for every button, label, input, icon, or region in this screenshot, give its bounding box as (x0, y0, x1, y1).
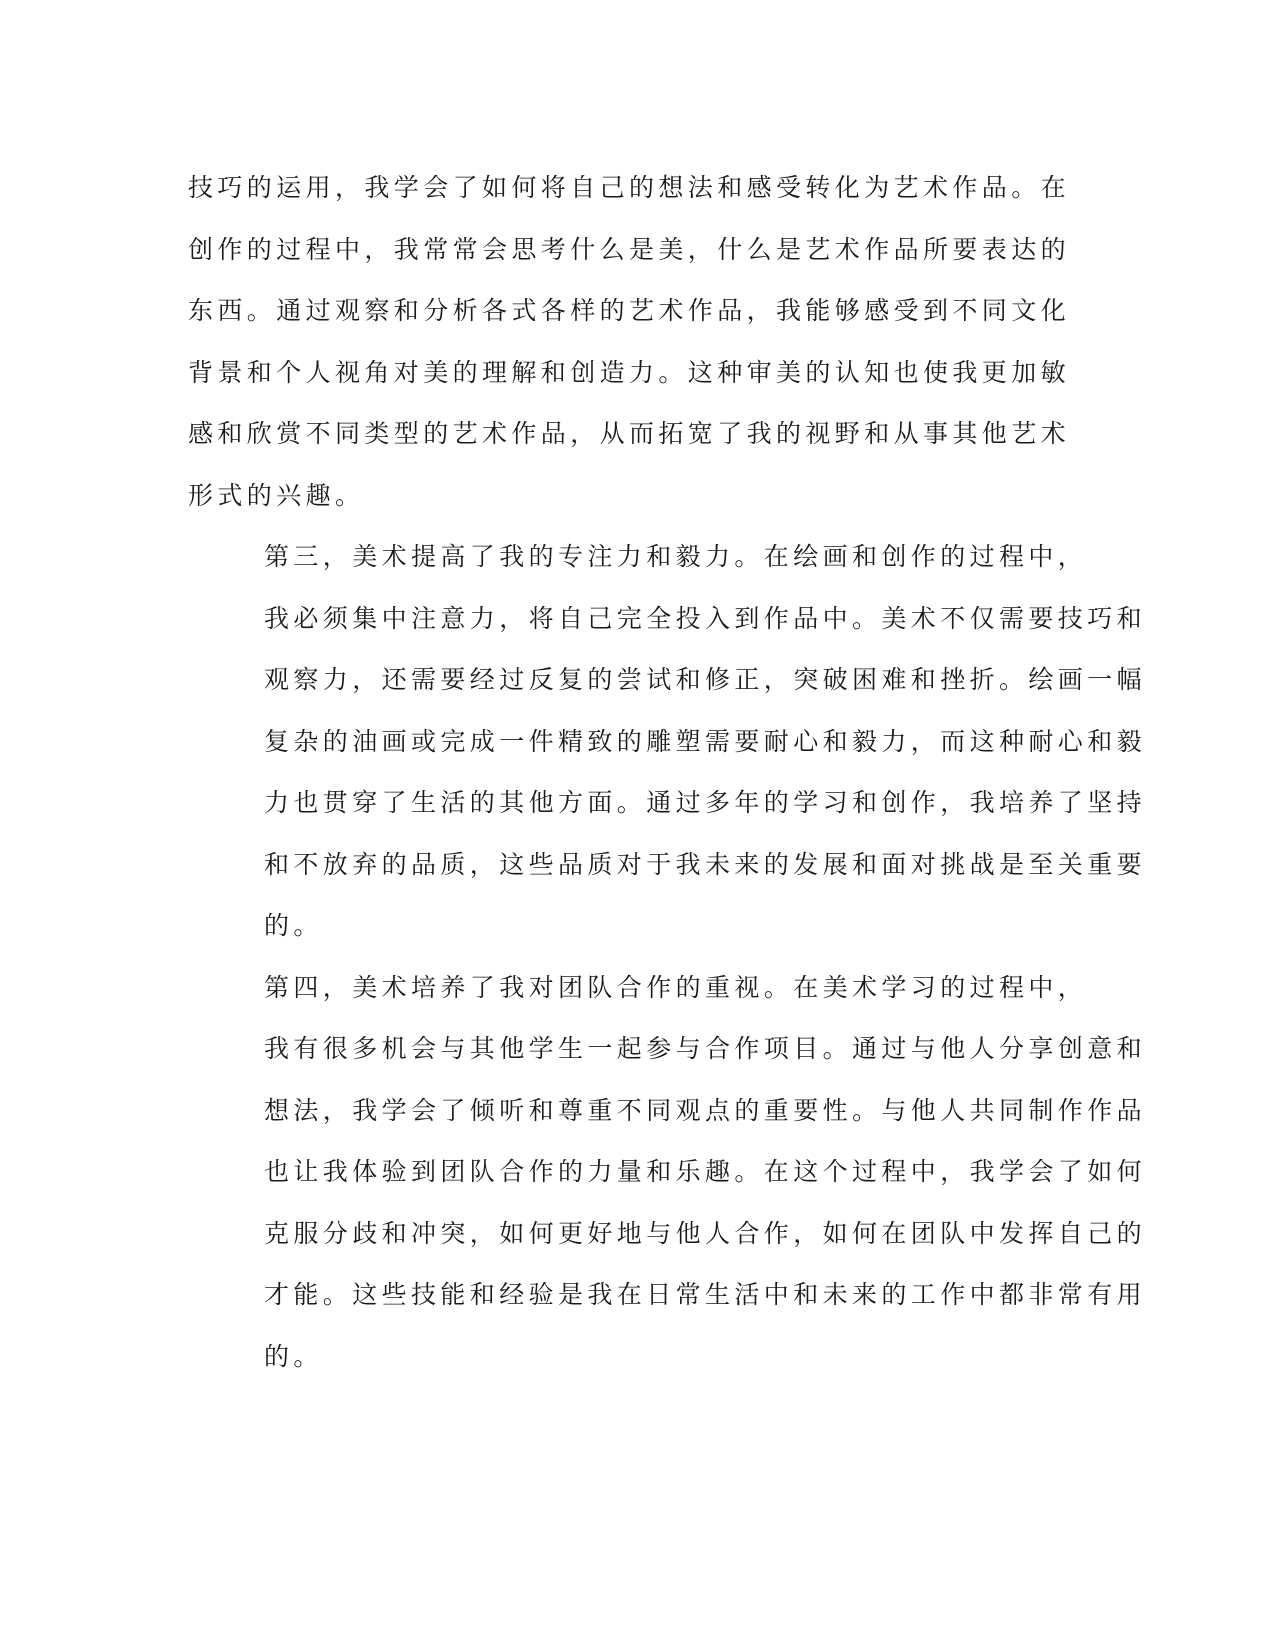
text-line: 我必须集中注意力，将自己完全投入到作品中。美术不仅需要技巧和 (264, 603, 1147, 633)
paragraph-teamwork (188, 957, 1147, 1388)
text-line: 第四，美术培养了我对团队合作的重视。在美术学习的过程中， (264, 972, 1088, 1002)
paragraph-focus-perseverance (188, 526, 1147, 957)
text-line: 东西。通过观察和分析各式各样的艺术作品，我能够感受到不同文化 (188, 296, 1071, 325)
text-line: 背景和个人视角对美的理解和创造力。这种审美的认知也使我更加敏 (188, 357, 1071, 387)
paragraph-aesthetics (188, 157, 1071, 526)
text-line: 的。 (264, 1341, 323, 1371)
text-line: 形式的兴趣。 (188, 480, 365, 510)
text-line: 和不放弃的品质，这些品质对于我未来的发展和面对挑战是至关重要 (264, 849, 1147, 879)
text-line: 观察力，还需要经过反复的尝试和修正，突破困难和挫折。绘画一幅 (264, 665, 1147, 694)
text-line: 才能。这些技能和经验是我在日常生活中和未来的工作中都非常有用 (264, 1280, 1147, 1309)
text-line: 复杂的油画或完成一件精致的雕塑需要耐心和毅力，而这种耐心和毅 (264, 726, 1147, 756)
text-line: 的。 (264, 911, 323, 940)
text-line: 创作的过程中，我常常会思考什么是美，什么是艺术作品所要表达的 (188, 234, 1071, 264)
text-line: 第三，美术提高了我的专注力和毅力。在绘画和创作的过程中， (264, 542, 1088, 571)
text-line: 力也贯穿了生活的其他方面。通过多年的学习和创作，我培养了坚持 (264, 788, 1147, 817)
document-body (188, 157, 1147, 1387)
text-line: 也让我体验到团队合作的力量和乐趣。在这个过程中，我学会了如何 (264, 1157, 1147, 1186)
text-line: 想法，我学会了倾听和尊重不同观点的重要性。与他人共同制作作品 (264, 1095, 1147, 1125)
text-line: 技巧的运用，我学会了如何将自己的想法和感受转化为艺术作品。在 (188, 173, 1071, 202)
text-line: 感和欣赏不同类型的艺术作品，从而拓宽了我的视野和从事其他艺术 (188, 419, 1071, 448)
text-line: 克服分歧和冲突，如何更好地与他人合作，如何在团队中发挥自己的 (264, 1218, 1147, 1248)
text-line: 我有很多机会与其他学生一起参与合作项目。通过与他人分享创意和 (264, 1034, 1147, 1063)
